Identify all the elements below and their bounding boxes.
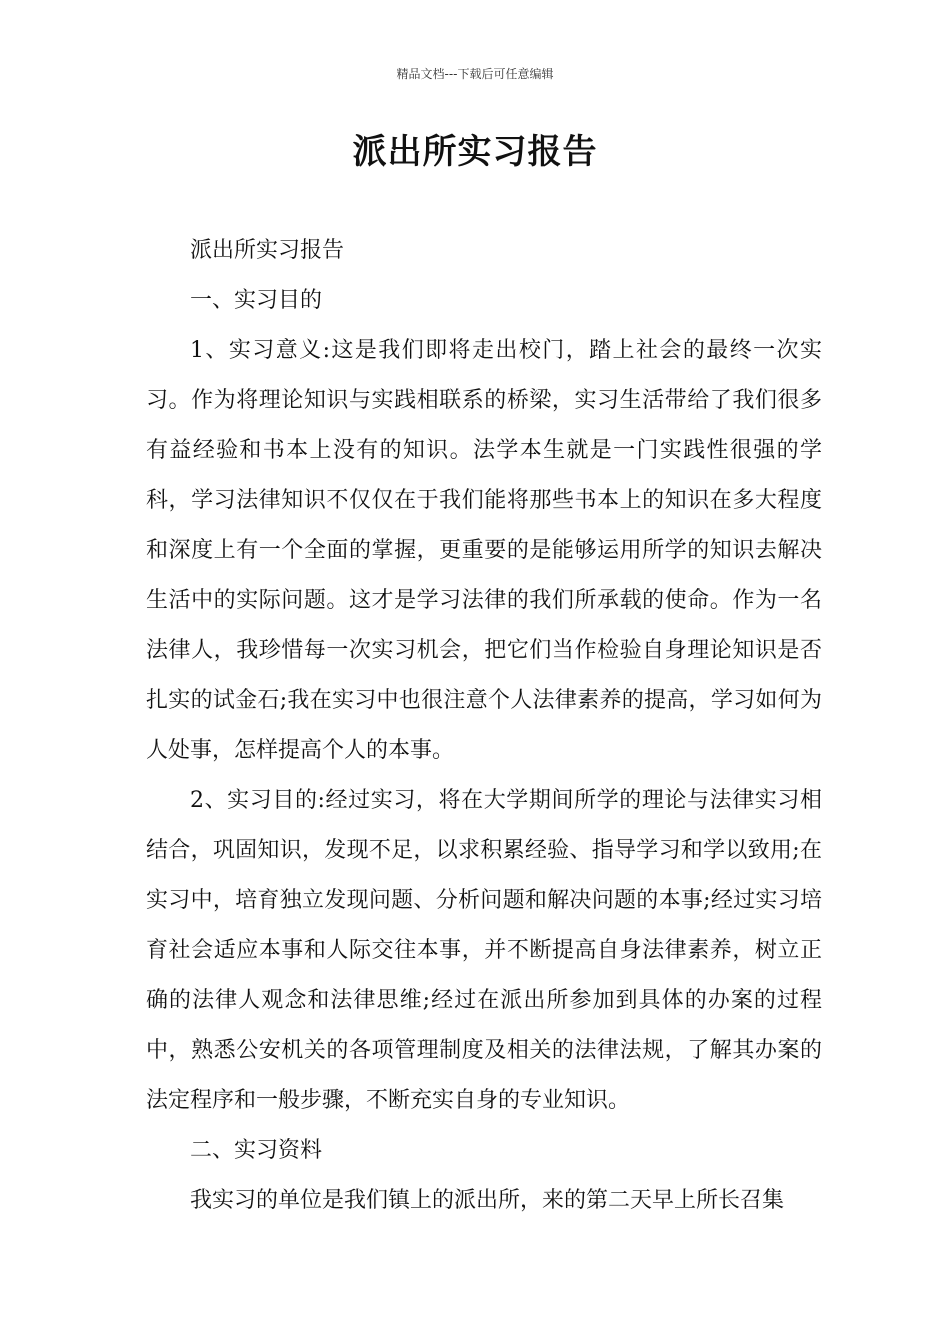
paragraph-materials: 我实习的单位是我们镇上的派出所，来的第二天早上所长召集 [190,1188,785,1213]
paragraph-significance: 1、实习意义:这是我们即将走出校门，踏上社会的最终一次实习。作为将理论知识与实践相联系的桥梁，实习生活带给了我们很多有益经验和书本上没有的知识。法学本生就是一门实践性很强的学科，学习法律知识不仅仅在于我们能将那些书本上的知识在多大程度和深度上有一个全面的掌握，更重要的是能够运用所学的知识去解决生活中的实际问题。这才是学习法律的我们所承载的使命。作为一名法律人，我珍惜每一次实习机会，把它们当作检验自身理论知识是否扎实的试金石;我在实习中也很注意个人法律素养的提高，学习如何为人处事，怎样提高个人的本事。 [146,338,822,763]
document-title: 派出所实习报告 [352,132,598,172]
section-heading-materials: 二、实习资料 [190,1138,323,1163]
section-heading-purpose: 一、实习目的 [190,288,323,313]
paragraph-objective: 2、实习目的:经过实习，将在大学期间所学的理论与法律实习相结合，巩固知识，发现不足，以求积累经验、指导学习和学以致用;在实习中，培育独立发现问题、分析问题和解决问题的本事;经过实习培育社会适应本事和人际交往本事，并不断提高自身法律素养，树立正确的法律人观念和法律思维;经过在派出所参加到具体的办案的过程中，熟悉公安机关的各项管理制度及相关的法律法规，了解其办案的法定程序和一般步骤，不断充实自身的专业知识。 [146,788,822,1113]
document-body [146,226,822,1226]
subtitle-paragraph: 派出所实习报告 [190,238,345,263]
header-note: 精品文档---下载后可任意编辑 [396,67,554,81]
